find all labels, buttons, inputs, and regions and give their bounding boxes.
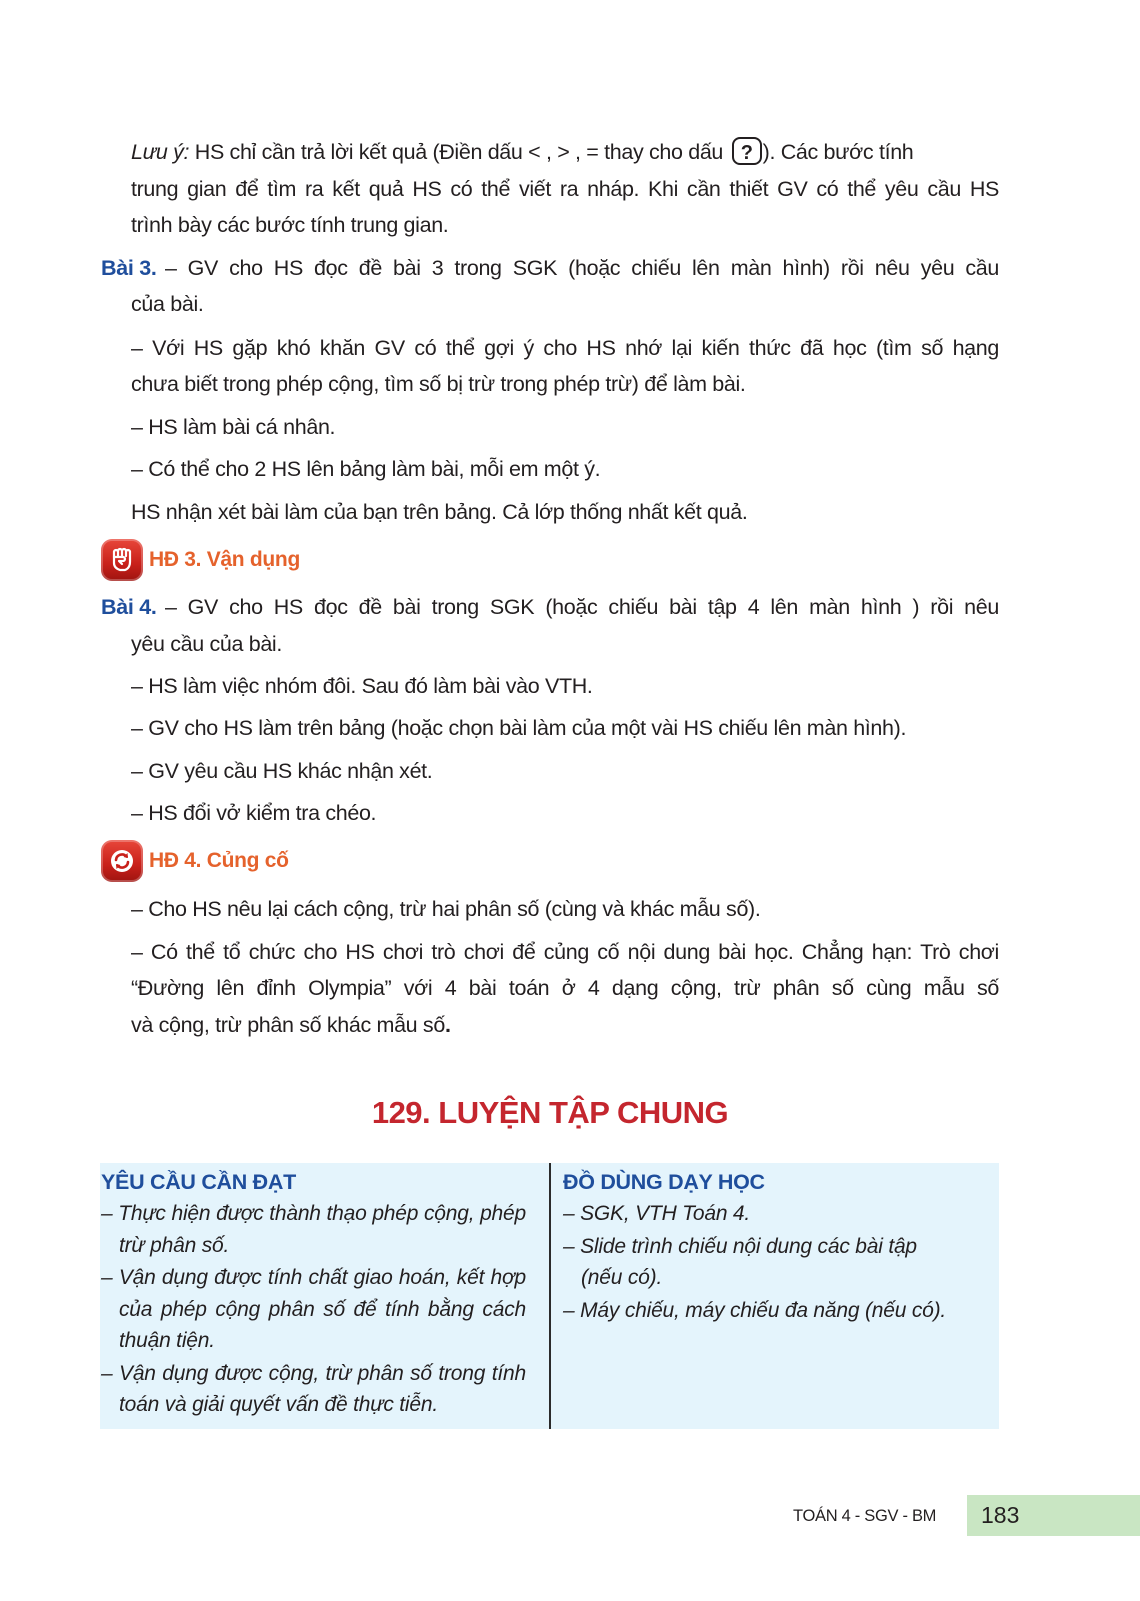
exercise-3-line: – GV cho HS đọc đề bài 3 trong SGK (hoặc chiếu lên màn hình) rồi nêu yêu cầu bbox=[165, 256, 999, 280]
activity-3-heading bbox=[101, 539, 300, 581]
exercise-4-line: – HS làm việc nhóm đôi. Sau đó làm bài vào VTH. bbox=[131, 674, 593, 698]
exercise-4-line: – HS đổi vở kiểm tra chéo. bbox=[131, 801, 377, 825]
activity-4-line: – Cho HS nêu lại cách cộng, trừ hai phân số (cùng và khác mẫu số). bbox=[131, 897, 761, 921]
final-period: . bbox=[444, 1013, 451, 1037]
requirement-item: – Vận dụng được tính chất giao hoán, kết hợp của phép cộng phân số để tính bằng cách thuận tiện. bbox=[101, 1266, 526, 1352]
exercise-3-line: chưa biết trong phép cộng, tìm số bị trừ trong phép trừ) để làm bài. bbox=[131, 372, 746, 396]
note-line-2: trung gian để tìm ra kết quả HS có thể viết ra nháp. Khi cần thiết GV có thể yêu cầu HS bbox=[131, 177, 999, 201]
column-divider bbox=[549, 1163, 551, 1429]
activity-4-line: – Có thể tổ chức cho HS chơi trò chơi để củng cố nội dung bài học. Chẳng hạn: Trò chơi bbox=[131, 940, 999, 964]
exercise-3-line: của bài. bbox=[131, 292, 204, 316]
activity-4-line bbox=[131, 1011, 999, 1039]
requirement-item: – Vận dụng được cộng, trừ phân số trong tính toán và giải quyết vấn đề thực tiễn. bbox=[101, 1361, 526, 1416]
exercise-3-line: – HS làm bài cá nhân. bbox=[131, 415, 336, 439]
fist-icon bbox=[101, 539, 143, 581]
note-prefix: Lưu ý: bbox=[131, 140, 190, 164]
page-number-box bbox=[967, 1495, 1140, 1536]
note-line-1 bbox=[131, 138, 999, 166]
page-number: 183 bbox=[981, 1502, 1020, 1528]
note-text-after: ). Các bước tính bbox=[762, 140, 914, 164]
refresh-icon bbox=[101, 840, 143, 882]
exercise-3-label: Bài 3. bbox=[101, 256, 157, 280]
requirements-heading: YÊU CẦU CẦN ĐẠT bbox=[101, 1170, 296, 1194]
lesson-title: 129. LUYỆN TẬP CHUNG bbox=[371, 1095, 729, 1130]
activity-4-heading bbox=[101, 840, 289, 882]
exercise-4-line: – GV yêu cầu HS khác nhận xét. bbox=[131, 759, 433, 783]
activity-4-line: “Đường lên đỉnh Olympia” với 4 bài toán ở 4 dạng cộng, trừ phân số cùng mẫu số bbox=[131, 976, 999, 1000]
exercise-3-line: – Với HS gặp khó khăn GV có thể gợi ý cho HS nhớ lại kiến thức đã học (tìm số hạng bbox=[131, 336, 999, 360]
materials-column bbox=[563, 1167, 983, 1326]
note-line-3: trình bày các bước tính trung gian. bbox=[131, 213, 449, 237]
question-placeholder-box: ? bbox=[732, 137, 762, 165]
activity-4-title: HĐ 4. Củng cố bbox=[149, 849, 289, 872]
exercise-3-line: HS nhận xét bài làm của bạn trên bảng. Cả lớp thống nhất kết quả. bbox=[131, 500, 748, 524]
material-item: – Slide trình chiếu nội dung các bài tập (nếu có). bbox=[563, 1234, 917, 1289]
material-item: – SGK, VTH Toán 4. bbox=[563, 1202, 751, 1225]
exercise-4-line: – GV cho HS làm trên bảng (hoặc chọn bài làm của một vài HS chiếu lên màn hình). bbox=[131, 716, 907, 740]
exercise-4-label: Bài 4. bbox=[101, 595, 157, 619]
materials-heading: ĐỒ DÙNG DẠY HỌC bbox=[563, 1170, 765, 1194]
material-item: – Máy chiếu, máy chiếu đa năng (nếu có). bbox=[563, 1298, 947, 1322]
exercise-4-line: yêu cầu của bài. bbox=[131, 632, 282, 656]
book-label: TOÁN 4 - SGV - BM bbox=[793, 1507, 937, 1525]
requirement-item: – Thực hiện được thành thạo phép cộng, phép trừ phân số. bbox=[101, 1202, 526, 1257]
exercise-3-line: – Có thể cho 2 HS lên bảng làm bài, mỗi em một ý. bbox=[131, 457, 601, 481]
note-text: HS chỉ cần trả lời kết quả (Điền dấu < , > , = thay cho dấu bbox=[189, 140, 729, 164]
activity-4-last-text: và cộng, trừ phân số khác mẫu số bbox=[131, 1013, 445, 1037]
exercise-4-line: – GV cho HS đọc đề bài trong SGK (hoặc chiếu bài tập 4 lên màn hình ) rồi nêu bbox=[165, 595, 999, 619]
activity-3-title: HĐ 3. Vận dụng bbox=[149, 548, 300, 571]
requirements-column bbox=[101, 1167, 526, 1421]
